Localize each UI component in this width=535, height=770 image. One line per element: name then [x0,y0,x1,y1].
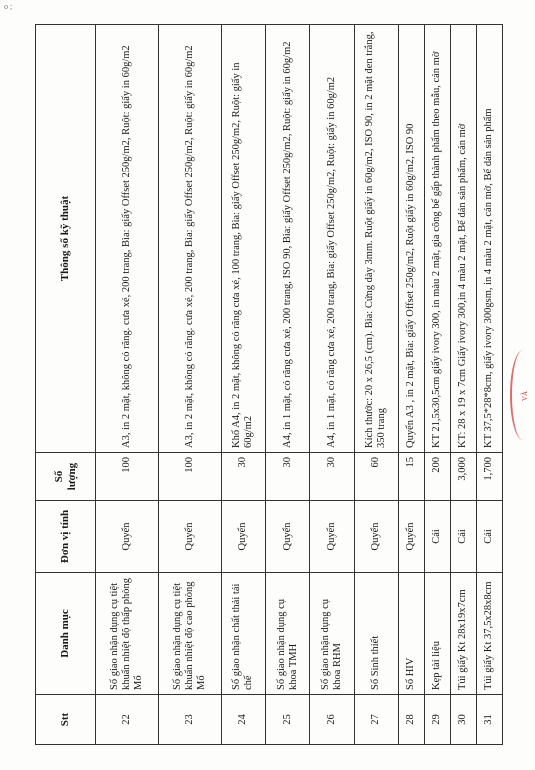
cell-so-luong: 1,700 [476,453,502,501]
cell-danh-muc: Sổ giao nhận dụng cụ tiệt khuẩn nhiệt độ thấp phòng Mổ [96,573,159,695]
cell-stt: 28 [399,695,425,745]
cell-so-luong: 30 [310,453,354,501]
cell-don-vi: Quyển [310,501,354,573]
cell-don-vi: Quyển [265,501,309,573]
cell-danh-muc: Sổ HIV [399,573,425,695]
cell-don-vi: Cái [450,501,476,573]
table-row [476,25,502,745]
cell-danh-muc: Sổ giao nhận chất thải tái chế [221,573,265,695]
specification-table [35,24,503,745]
cell-thong-so: Quyển A3 , in 2 mặt, Bìa: giấy Offset 250g/m2, Ruột giấy in 60g/m2, ISO 90 [399,25,425,453]
cell-thong-so: KT 21,5x30,5cm giấy ivory 300, in màu 2 mặt, gia công bế gấp thành phẩm theo mẫu, cán mờ [424,25,450,453]
cell-don-vi: Cái [424,501,450,573]
cell-don-vi: Quyển [96,501,159,573]
table-row [399,25,425,745]
cell-danh-muc: Sổ giao nhận dụng cụ khoa RHM [310,573,354,695]
cell-stt: 23 [158,695,221,745]
cell-thong-so: KT: 28 x 19 x 7cm Giấy ivory 300,in 4 màu 2 mặt, Bế dán sản phẩm, cán mờ [450,25,476,453]
cell-stt: 24 [221,695,265,745]
cell-so-luong: 3,000 [450,453,476,501]
table-row [310,25,354,745]
stamp-text: VÀ [521,390,530,402]
cell-don-vi: Quyển [354,501,398,573]
cell-stt: 26 [310,695,354,745]
cell-don-vi: Cái [476,501,502,573]
cell-danh-muc: Túi giấy Kt 37,5x28x8cm [476,573,502,695]
cell-thong-so: Khổ A4, in 2 mặt, không có răng cưa xé, 100 trang, Bìa: giấy Offset 250g/m2, Ruột: giấy in 60g/m2 [221,25,265,453]
table-row [450,25,476,745]
cell-stt: 29 [424,695,450,745]
cell-thong-so: A3, in 2 mặt, không có răng. cưa xé, 200 trang, Bìa: giấy Offset 250g/m2, Ruột: giấy in 60g/m2 [96,25,159,453]
cell-don-vi: Quyển [399,501,425,573]
table-row [221,25,265,745]
cell-stt: 22 [96,695,159,745]
header-danh-muc: Danh mục [36,573,96,695]
page-corner-mark: o ; [4,2,13,11]
cell-danh-muc: Túi giấy Kt 28x19x7cm [450,573,476,695]
cell-don-vi: Quyển [221,501,265,573]
cell-stt: 25 [265,695,309,745]
cell-stt: 27 [354,695,398,745]
header-don-vi: Đơn vị tính [36,501,96,573]
cell-stt: 30 [450,695,476,745]
header-so-luong: Số lượng [36,453,96,501]
cell-thong-so: A4, in 1 mặt, có răng cưa xé, 200 trang, Bìa: giấy Offset 250g/m2, Ruột: giấy in 60g/m2 [310,25,354,453]
cell-don-vi: Quyển [158,501,221,573]
cell-so-luong: 100 [96,453,159,501]
table-row [265,25,309,745]
cell-danh-muc: Kẹp tài liệu [424,573,450,695]
cell-so-luong: 30 [265,453,309,501]
cell-danh-muc: Sổ giao nhận dụng cụ khoa TMH [265,573,309,695]
rotated-sheet [35,25,503,745]
cell-so-luong: 100 [158,453,221,501]
cell-thong-so: A4, in 1 mặt, có răng cưa xé, 200 trang, ISO 90, Bìa: giấy Offset 250g/m2, Ruột: giấy in 60g/m2 [265,25,309,453]
cell-thong-so: A3, in 2 mặt, không có răng. cưa xé, 200 trang, Bìa: giấy Offset 250g/m2, Ruột: giấy in 60g/m2 [158,25,221,453]
cell-danh-muc: Sổ giao nhận dụng cụ tiệt khuẩn nhiệt độ cao phòng Mổ [158,573,221,695]
header-thong-so: Thông số kỹ thuật [36,25,96,453]
table-header-row [36,25,96,745]
cell-so-luong: 60 [354,453,398,501]
header-stt: Stt [36,695,96,745]
cell-stt: 31 [476,695,502,745]
cell-so-luong: 15 [399,453,425,501]
table-row [96,25,159,745]
cell-so-luong: 30 [221,453,265,501]
table-row [424,25,450,745]
cell-thong-so: KT 37,5*28*8cm, giấy ivory 300gsm, in 4 màu 2 mặt, cán mờ, Bế dán sản phẩm [476,25,502,453]
cell-danh-muc: Sổ Sinh thiết [354,573,398,695]
table-row [158,25,221,745]
cell-so-luong: 200 [424,453,450,501]
cell-thong-so: Kích thước: 20 x 26,5 (cm). Bìa: Cứng dày 3mm. Ruột giấy in 60g/m2, ISO 90, in 2 mặt đen trắng, 350 trang [354,25,398,453]
table-row [354,25,398,745]
table-body [96,25,503,745]
